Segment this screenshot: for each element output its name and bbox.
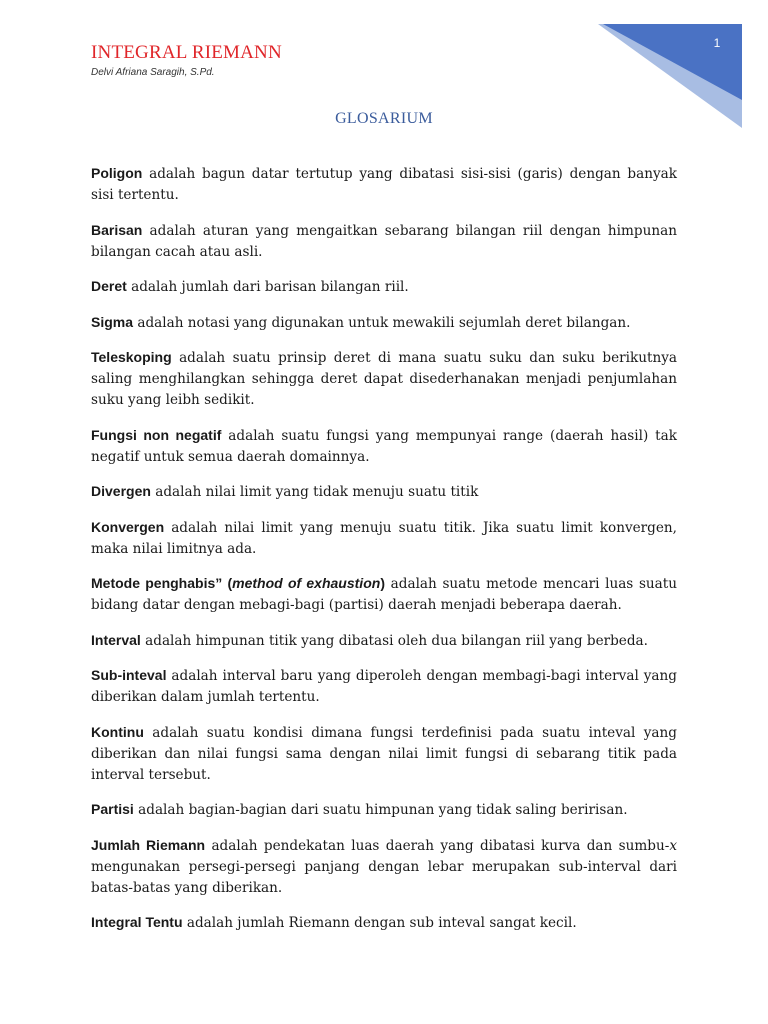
glossary-definition: adalah jumlah dari barisan bilangan riil. bbox=[126, 279, 409, 295]
glossary-term: Kontinu bbox=[91, 723, 144, 740]
glossary-definition: adalah suatu fungsi yang mempunyai range (daerah hasil) tak negatif untuk semua daerah domainnya. bbox=[91, 427, 677, 465]
glossary-entry bbox=[91, 665, 677, 708]
glossary-term: Metode penghabis” ( bbox=[91, 575, 233, 591]
glossary-term: Fungsi non negatif bbox=[91, 426, 222, 443]
glossary-entry bbox=[91, 163, 677, 206]
glossary-entry bbox=[91, 220, 677, 263]
glossary-entry bbox=[91, 312, 677, 334]
glossary-entry bbox=[91, 347, 677, 411]
glossary-term: Deret bbox=[91, 278, 127, 294]
document-author: Delvi Afriana Saragih, S.Pd. bbox=[91, 67, 215, 78]
glossary-term: Poligon bbox=[91, 165, 143, 181]
glossary-definition: adalah bagian-bagian dari suatu himpunan yang tidak saling beririsan. bbox=[133, 802, 628, 818]
glossary-term: Jumlah Riemann bbox=[91, 836, 206, 853]
glossary-definition: adalah nilai limit yang menuju suatu titik. Jika suatu limit konvergen, maka nilai limitnya ada. bbox=[91, 519, 677, 557]
glossary-definition-tail: mengunakan persegi-persegi panjang dengan lebar merupakan sub-interval dari batas-batas yang diberikan. bbox=[91, 858, 677, 896]
glossary-term: Teleskoping bbox=[91, 349, 172, 365]
glossary-definition: adalah himpunan titik yang dibatasi oleh dua bilangan riil yang berbeda. bbox=[140, 632, 648, 649]
section-heading: GLOSARIUM bbox=[335, 110, 433, 127]
glossary-term: Integral Tentu bbox=[91, 914, 183, 930]
glossary-definition: adalah suatu kondisi dimana fungsi terdefinisi pada suatu inteval yang diberikan dan nilai fungsi sama dengan nilai limit fungsi di sebarang titik pada interval tersebut. bbox=[91, 724, 677, 783]
glossary-entry bbox=[91, 481, 677, 503]
glossary-definition: adalah jumlah Riemann dengan sub inteval sangat kecil. bbox=[182, 915, 577, 931]
page-number: 1 bbox=[713, 36, 721, 50]
glossary-term: Barisan bbox=[91, 221, 143, 238]
glossary-definition: adalah suatu prinsip deret di mana suatu suku dan suku berikutnya saling menghilangkan sehingga deret dapat disederhanakan menjadi penjumlahan suku yang leibh sedikit. bbox=[91, 350, 677, 408]
glossary-entry bbox=[91, 425, 677, 468]
glossary-definition: adalah bagun datar tertutup yang dibatasi sisi-sisi (garis) dengan banyak sisi tertentu. bbox=[91, 166, 677, 203]
glossary-term-italic: method of exhaustion bbox=[232, 575, 381, 591]
glossary-term: Divergen bbox=[91, 483, 151, 499]
glossary-entry bbox=[91, 517, 677, 560]
glossary-definition: adalah notasi yang digunakan untuk mewakili sejumlah deret bilangan. bbox=[133, 314, 631, 331]
glossary-list bbox=[91, 163, 677, 948]
glossary-entry bbox=[91, 276, 677, 298]
glossary-definition: adalah interval baru yang diperoleh dengan membagi-bagi interval yang diberikan dalam jumlah tertentu. bbox=[91, 668, 677, 705]
glossary-entry bbox=[91, 722, 677, 786]
glossary-term: Konvergen bbox=[91, 518, 165, 535]
glossary-entry bbox=[91, 912, 677, 934]
glossary-term: Partisi bbox=[91, 801, 134, 817]
glossary-term: Interval bbox=[91, 631, 141, 648]
glossary-entry bbox=[91, 799, 677, 821]
glossary-term: Sigma bbox=[91, 313, 134, 330]
glossary-definition-italic: x bbox=[669, 837, 677, 854]
glossary-term: Sub-inteval bbox=[91, 667, 167, 683]
glossary-definition: adalah aturan yang mengaitkan sebarang bilangan riil dengan himpunan bilangan cacah atau asli. bbox=[91, 222, 677, 260]
glossary-entry bbox=[91, 630, 677, 652]
document-title: INTEGRAL RIEMANN bbox=[91, 42, 282, 63]
glossary-definition: adalah suatu metode mencari luas suatu bidang datar dengan mebagi-bagi (partisi) daerah menjadi beberapa daerah. bbox=[91, 576, 677, 613]
glossary-term-close: ) bbox=[380, 575, 385, 591]
glossary-entry bbox=[91, 573, 677, 616]
glossary-definition: adalah nilai limit yang tidak menuju suatu titik bbox=[150, 484, 479, 500]
glossary-definition: adalah pendekatan luas daerah yang dibatasi kurva dan sumbu- bbox=[205, 837, 670, 854]
glossary-entry bbox=[91, 835, 677, 899]
